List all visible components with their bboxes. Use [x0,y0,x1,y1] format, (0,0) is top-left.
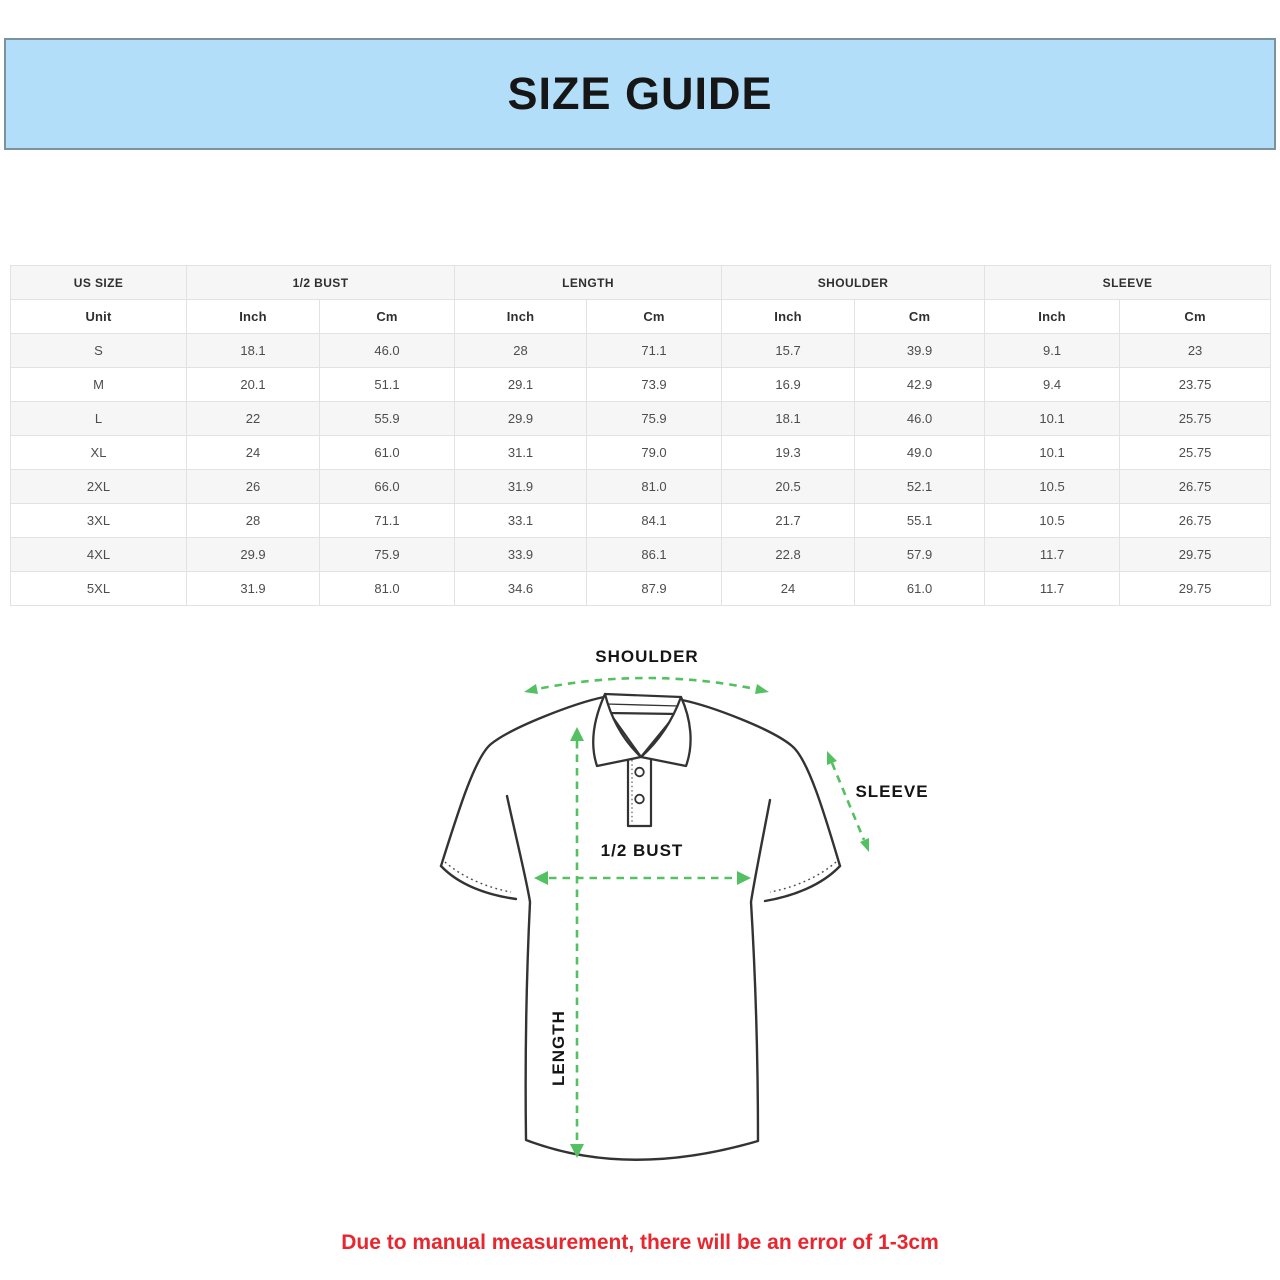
unit-header: Cm [320,300,455,334]
table-cell: 81.0 [320,572,455,606]
arrowhead-icon [534,871,548,885]
collar [593,694,690,826]
table-cell: 20.1 [187,368,320,402]
table-row [11,504,1271,538]
table-cell: 10.1 [985,402,1120,436]
measurement-error-note: Due to manual measurement, there will be an error of 1-3cm [341,1231,939,1254]
table-cell: 46.0 [320,334,455,368]
table-cell: 29.75 [1120,538,1271,572]
table-cell: 15.7 [722,334,855,368]
table-cell: 29.75 [1120,572,1271,606]
table-cell: 22.8 [722,538,855,572]
table-cell: 25.75 [1120,402,1271,436]
unit-header: Inch [722,300,855,334]
table-cell: 9.1 [985,334,1120,368]
arrowhead-icon [755,684,769,694]
column-header: 1/2 BUST [187,266,455,300]
table-cell: 79.0 [587,436,722,470]
sleeve-measure-line [832,763,864,840]
table-cell: 9.4 [985,368,1120,402]
table-cell: 61.0 [320,436,455,470]
table-cell: 33.9 [455,538,587,572]
table-row [11,436,1271,470]
unit-header: Unit [11,300,187,334]
arrowhead-icon [524,684,538,694]
table-cell: 81.0 [587,470,722,504]
table-cell: 86.1 [587,538,722,572]
table-cell: 25.75 [1120,436,1271,470]
table-cell: 66.0 [320,470,455,504]
table-row [11,470,1271,504]
table-cell: 75.9 [587,402,722,436]
unit-header: Cm [855,300,985,334]
unit-header: Cm [1120,300,1271,334]
table-cell: 39.9 [855,334,985,368]
table-cell: 10.5 [985,504,1120,538]
table-cell: 29.9 [187,538,320,572]
table-cell: 18.1 [722,402,855,436]
column-header: LENGTH [455,266,722,300]
table-cell: XL [11,436,187,470]
table-row [11,368,1271,402]
table-cell: 2XL [11,470,187,504]
table-cell: 10.5 [985,470,1120,504]
table-cell: 28 [455,334,587,368]
table-cell: 57.9 [855,538,985,572]
table-cell: 52.1 [855,470,985,504]
arrowhead-icon [570,727,584,741]
table-cell: 75.9 [320,538,455,572]
table-cell: 51.1 [320,368,455,402]
table-cell: 33.1 [455,504,587,538]
length-label: LENGTH [549,1010,568,1086]
table-cell: 21.7 [722,504,855,538]
table-cell: 24 [722,572,855,606]
cuff-seam-stitching [445,862,836,892]
table-cell: 31.9 [455,470,587,504]
page-title: SIZE GUIDE [507,68,773,119]
table-cell: 46.0 [855,402,985,436]
table-cell: 10.1 [985,436,1120,470]
measurement-lines [528,678,864,1144]
table-cell: 5XL [11,572,187,606]
table-group-header-row [11,266,1271,300]
table-cell: 29.1 [455,368,587,402]
table-cell: 34.6 [455,572,587,606]
bust-label: 1/2 BUST [600,841,684,860]
table-row [11,402,1271,436]
table-cell: 22 [187,402,320,436]
table-cell: 42.9 [855,368,985,402]
unit-header: Inch [187,300,320,334]
table-cell: 11.7 [985,572,1120,606]
size-table [10,265,1271,606]
table-cell: 61.0 [855,572,985,606]
unit-header: Inch [455,300,587,334]
table-cell: 31.9 [187,572,320,606]
column-header: SLEEVE [985,266,1271,300]
shirt-measurement-diagram [420,640,940,1200]
table-cell: 87.9 [587,572,722,606]
table-cell: 19.3 [722,436,855,470]
table-cell: 26.75 [1120,504,1271,538]
table-cell: L [11,402,187,436]
table-cell: 31.1 [455,436,587,470]
table-cell: 28 [187,504,320,538]
unit-header: Cm [587,300,722,334]
table-cell: 18.1 [187,334,320,368]
table-cell: 26.75 [1120,470,1271,504]
table-cell: 73.9 [587,368,722,402]
table-cell: 71.1 [320,504,455,538]
table-cell: 11.7 [985,538,1120,572]
table-row [11,538,1271,572]
table-cell: 49.0 [855,436,985,470]
arrowhead-icon [827,751,837,765]
table-cell: 3XL [11,504,187,538]
table-cell: 55.1 [855,504,985,538]
table-row [11,572,1271,606]
table-cell: M [11,368,187,402]
table-cell: 26 [187,470,320,504]
table-cell: 55.9 [320,402,455,436]
table-unit-row [11,300,1271,334]
table-row [11,334,1271,368]
table-cell: 29.9 [455,402,587,436]
button [635,795,644,804]
sleeve-label: SLEEVE [855,782,929,801]
table-cell: 23 [1120,334,1271,368]
table-cell: 16.9 [722,368,855,402]
shoulder-label: SHOULDER [595,647,699,666]
table-cell: 20.5 [722,470,855,504]
table-cell: 84.1 [587,504,722,538]
table-cell: 71.1 [587,334,722,368]
arrowhead-icon [737,871,751,885]
shoulder-measure-arc [528,678,765,691]
table-cell: 23.75 [1120,368,1271,402]
table-cell: S [11,334,187,368]
arrowhead-icon [860,838,869,852]
unit-header: Inch [985,300,1120,334]
title-banner [4,38,1276,150]
column-header: SHOULDER [722,266,985,300]
column-header: US SIZE [11,266,187,300]
table-cell: 24 [187,436,320,470]
button [635,768,644,777]
table-cell: 4XL [11,538,187,572]
